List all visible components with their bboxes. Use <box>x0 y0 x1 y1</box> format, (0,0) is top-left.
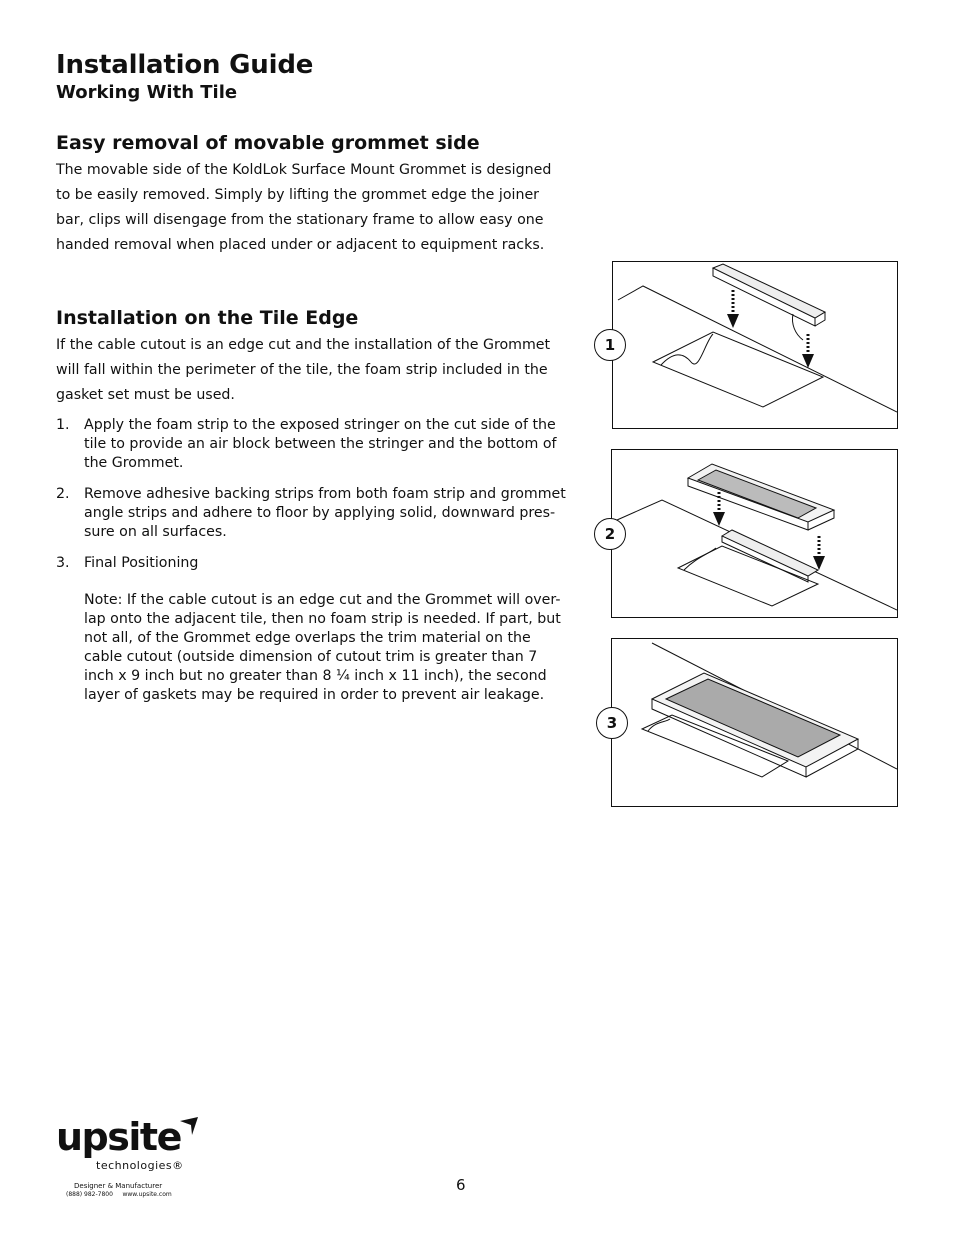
designer-text: Designer & Manufacturer <box>74 1182 163 1190</box>
step-item <box>56 416 566 473</box>
grommet-frame-illustration <box>612 450 897 617</box>
step-text: Remove adhesive backing strips from both foam strip and grommet angle strips and adhere to floor by applying solid, downward pres-sure on all surfaces. <box>84 486 566 540</box>
section-body-removal: The movable side of the KoldLok Surface Mount Grommet is designed to be easily removed. Simply by lifting the grommet edge the joiner bar, clips will disengage from the stationary frame to allow easy one handed removal when placed under or adjacent to equipment racks. <box>56 162 552 253</box>
step-item <box>56 485 566 542</box>
installation-steps <box>56 416 566 717</box>
figure-callout-2: 2 <box>594 518 626 550</box>
step-note: Note: If the cable cutout is an edge cut and the Grommet will over-lap onto the adjacent tile, then no foam strip is needed. If part, but not all, of the Grommet edge overlaps the trim material on the cable cutout (outside dimension of cutout trim is greater than 7 inch x 9 inch but no greater than 8 ¼ inch x 11 inch), the second layer of gaskets may be required in order to prevent air leakage. <box>84 592 561 703</box>
final-position-illustration <box>612 639 897 806</box>
page-subtitle: Working With Tile <box>56 82 238 103</box>
page-title: Installation Guide <box>56 50 314 80</box>
step-number: 1. <box>56 417 70 433</box>
logo-wordmark: upsite <box>56 1115 181 1159</box>
figure-final-position <box>611 638 898 807</box>
figure-callout-1: 1 <box>594 329 626 361</box>
contact-text: (888) 982-7800 www.upsite.com <box>66 1191 172 1198</box>
section-body-tile-edge: If the cable cutout is an edge cut and the installation of the Grommet will fall within the perimeter of the tile, the foam strip included in the gasket set must be used. <box>56 337 551 403</box>
upsite-logo <box>56 1115 206 1177</box>
figure-callout-3: 3 <box>596 707 628 739</box>
page-number: 6 <box>456 1176 466 1194</box>
section-heading-tile-edge: Installation on the Tile Edge <box>56 307 359 329</box>
step-text: Final Positioning <box>84 555 199 571</box>
step-number: 3. <box>56 555 70 571</box>
step-text: Apply the foam strip to the exposed stringer on the cut side of the tile to provide an air block between the stringer and the bottom of the Grommet. <box>84 417 557 471</box>
step-number: 2. <box>56 486 70 502</box>
logo-tick-icon <box>178 1117 200 1137</box>
figure-joiner-bar <box>612 261 898 429</box>
section-heading-removal: Easy removal of movable grommet side <box>56 132 480 154</box>
step-item <box>56 554 566 705</box>
logo-subtitle: technologies® <box>96 1159 184 1172</box>
figure-grommet-frame <box>611 449 898 618</box>
joiner-bar-illustration <box>613 262 897 428</box>
